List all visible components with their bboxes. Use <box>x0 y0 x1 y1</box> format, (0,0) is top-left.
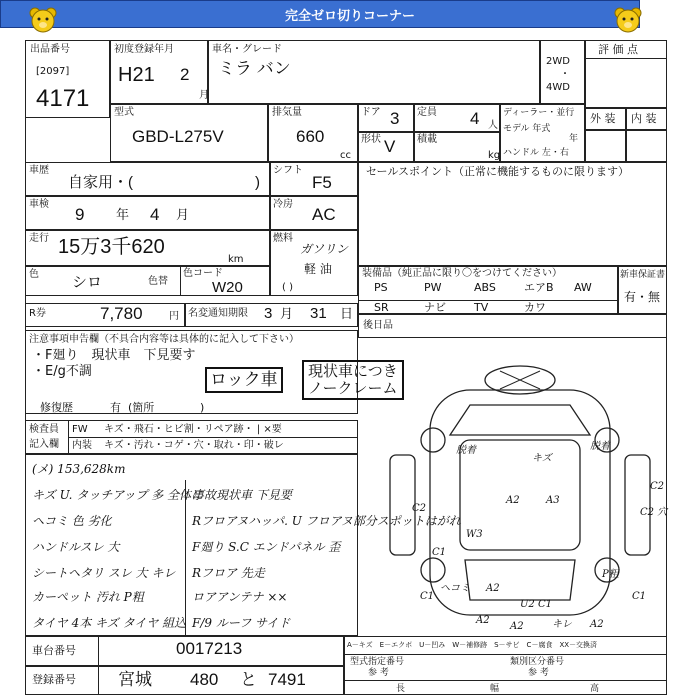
name-change-label: 名変通知期限 <box>188 308 248 319</box>
insp-month-unit: 月 <box>176 208 190 223</box>
repair-close: ) <box>200 401 205 414</box>
fuel-label: 燃料 <box>273 233 293 244</box>
lot-label: 出品番号 <box>30 44 70 55</box>
frame-label: 型式指定番号 <box>350 657 405 667</box>
handwritten-note: F/9 ルーフ サイド <box>192 616 291 630</box>
ac: AC <box>312 205 336 224</box>
handwritten-note: ロアアンテナ ×× <box>192 590 288 604</box>
capacity-label: 定員 <box>417 107 437 118</box>
repair-paren: (箇所 <box>128 401 155 414</box>
diagram-mark: C1 <box>420 591 435 602</box>
equipment-item: TV <box>474 301 489 314</box>
drive-2wd: 2WD <box>546 56 570 67</box>
plate-sub1: 長 <box>396 684 406 694</box>
diagram-mark: A2 <box>506 495 520 506</box>
claim-stamp-line1: 現状車につき <box>308 362 398 380</box>
model-label: 型式 <box>114 107 134 118</box>
interior-label: 内 装 <box>631 112 657 125</box>
inspection-label: 車検 <box>29 199 49 210</box>
later-label: 後日品 <box>363 320 393 331</box>
use-label: 車歴 <box>29 165 49 176</box>
color-change-label: 色替 <box>148 276 168 287</box>
handwritten-note: カーペット 汚れ P粗 <box>32 590 144 604</box>
model-year-label: モデル 年式 <box>503 124 551 134</box>
cc-label: 排気量 <box>272 107 302 118</box>
mileage: 15万3千620 <box>58 236 165 258</box>
shift: F5 <box>312 173 332 192</box>
handwritten-note: ハンドルスレ 大 <box>32 540 120 554</box>
handwritten-note: Rフロアヌハッパ. U フロアヌ部分スポットはがれ <box>192 514 461 528</box>
inspector-label1: 検査員 <box>29 424 59 435</box>
fuel-gas: ガソリン <box>300 242 349 256</box>
notes-line2: ・E/g不調 <box>32 364 92 379</box>
lot-number: 4171 <box>36 85 90 112</box>
frame-sub: 参 考 <box>368 668 389 678</box>
deadline-month: 3 <box>264 305 273 322</box>
equipment-item: カワ <box>524 301 546 314</box>
equipment-item: ABS <box>474 281 496 294</box>
shift-label: シフト <box>273 165 303 176</box>
handwritten-note: キズ U. タッチアップ 多 全体に <box>32 488 204 502</box>
handwritten-note: タイヤ 4本 キズ タイヤ 組込 <box>32 616 187 630</box>
handwritten-note: Rフロア 先走 <box>192 566 265 580</box>
cc-unit: cc <box>340 150 351 161</box>
sales-point-label: セールスポイント（正常に機能するものに限ります） <box>366 165 630 178</box>
diagram-mark: C1 <box>632 591 647 602</box>
diagram-mark: A2 <box>590 619 604 630</box>
notes-line1: ・F廻り 現状車 下見要す <box>32 348 196 363</box>
dealer-label: ディーラー・並行 <box>503 108 575 118</box>
handwritten-note: F廻り S.C エンドパネル 歪 <box>192 540 341 554</box>
class-sub: 参 考 <box>528 668 549 678</box>
handwritten-note: (メ) 153,628km <box>32 462 126 476</box>
warranty-value: 有・無 <box>624 290 661 304</box>
repair-label: 修復歴 <box>40 401 73 414</box>
diagram-mark: W3 <box>466 529 483 540</box>
interior-insp-label: 内装 <box>72 440 92 451</box>
diagram-mark: P粗 <box>602 569 619 580</box>
handwritten-note: シートヘタリ スレ 大 キレ <box>32 566 176 580</box>
name-label: 車名・グレード <box>212 44 282 55</box>
ac-label: 冷房 <box>273 199 293 210</box>
banner-title: 完全ゼロ切りコーナー <box>284 9 415 24</box>
year-unit: 年 <box>569 134 579 144</box>
equipment-item: エアB <box>524 281 554 294</box>
diagram-mark: U2 C1 <box>520 599 552 610</box>
doors: 3 <box>390 109 400 128</box>
mileage-unit: km <box>228 254 244 265</box>
equipment-item: PW <box>424 281 442 294</box>
month: 2 <box>180 65 190 84</box>
capacity-unit: 人 <box>488 120 498 131</box>
fuel-paren: ( ) <box>282 282 293 293</box>
plate-region: 宮城 <box>118 670 152 689</box>
bear-icon <box>613 6 643 34</box>
insp-year-unit: 年 <box>116 208 130 223</box>
diagram-mark: 脱着 <box>456 445 476 456</box>
diagram-mark: A2 <box>510 621 524 632</box>
load-label: 積載 <box>417 134 437 145</box>
plate-kana: と <box>240 670 257 689</box>
chassis-number: 0017213 <box>176 639 243 658</box>
chassis-label: 車台番号 <box>32 644 76 657</box>
color: シロ <box>72 274 103 291</box>
color-code: W20 <box>212 279 243 296</box>
diagram-mark: A2 <box>486 583 500 594</box>
first-reg-label: 初度登録年月 <box>114 44 174 55</box>
plate-label: 登録番号 <box>32 673 76 686</box>
diagram-mark: キレ <box>552 619 572 630</box>
mileage-label: 走行 <box>29 233 49 244</box>
equipment-label: 装備品（純正品に限り〇をつけてください） <box>362 268 562 279</box>
insp-month: 4 <box>150 205 160 224</box>
cc: 660 <box>296 127 325 146</box>
model: GBD-L275V <box>132 127 224 146</box>
diagram-mark: C2 穴 <box>640 507 668 518</box>
notes-label: 注意事項申告欄（不具合内容等は具体的に記入して下さい） <box>29 334 299 345</box>
deadline-month-unit: 月 <box>280 307 294 322</box>
warranty-label: 新車保証書 <box>620 270 666 280</box>
plate-number: 7491 <box>268 670 306 689</box>
diagram-mark: 脱着 <box>590 441 610 452</box>
use-value: 自家用・( <box>68 174 133 191</box>
rating-label: 評 価 点 <box>598 43 638 56</box>
equipment-item: PS <box>374 281 388 294</box>
equipment-item: ナビ <box>424 301 446 314</box>
lot-sub: [2097] <box>36 66 70 77</box>
handwritten-note: ヘコミ 色 劣化 <box>32 514 112 528</box>
banner <box>0 0 640 28</box>
repair-value: 有 <box>110 401 121 414</box>
fw-text: キズ・飛石・ヒビ割・リペア跡・ | ×要 <box>104 424 282 435</box>
month-unit: 月 <box>199 90 209 101</box>
diagram-mark: ヘコミ <box>440 583 470 594</box>
diagram-mark: C2 <box>412 503 427 514</box>
plate-sub2: 幅 <box>490 684 500 694</box>
insp-year: 9 <box>75 205 85 224</box>
diagram-mark: C2 <box>650 481 665 492</box>
recycle: 7,780 <box>100 304 143 323</box>
legend-line: A－キズ E－エクボ U－凹み W－補修跡 S－サビ C－腐食 XX－交換済 <box>347 641 598 649</box>
car-damage-diagram <box>375 345 668 635</box>
shape-label: 形状 <box>361 134 381 145</box>
bear-icon <box>28 6 58 34</box>
car-name: ミラ バン <box>218 59 291 78</box>
equipment-item: AW <box>574 281 592 294</box>
era-year: H21 <box>118 64 155 86</box>
exterior-label: 外 装 <box>590 112 616 125</box>
color-label: 色 <box>29 269 39 280</box>
shape: V <box>384 137 396 156</box>
use-close: ) <box>255 174 260 191</box>
load-unit: kg <box>488 150 501 161</box>
handwritten-note: 事故現状車 下見要 <box>192 488 292 502</box>
fuel-diesel: 軽 油 <box>304 262 332 276</box>
handle-label: ハンドル 左・右 <box>503 148 569 158</box>
equipment-item: SR <box>374 301 389 314</box>
drive-4wd: 4WD <box>546 82 570 93</box>
doors-label: ドア <box>361 107 381 118</box>
plate-class: 480 <box>190 670 219 689</box>
inspector-label2: 記入欄 <box>29 439 59 450</box>
deadline-day: 31 <box>310 305 327 322</box>
drive-dot: ・ <box>560 69 570 80</box>
plate-sub3: 高 <box>590 684 600 694</box>
color-code-label: 色コード <box>183 268 223 279</box>
deadline-day-unit: 日 <box>340 307 354 322</box>
diagram-mark: C1 <box>432 547 447 558</box>
recycle-label: R券 <box>29 308 46 319</box>
diagram-mark: A3 <box>546 495 560 506</box>
diagram-mark: キズ <box>532 453 552 464</box>
class-label: 類別区分番号 <box>510 657 565 667</box>
claim-stamp-line2: ノークレーム <box>308 379 398 397</box>
diagram-mark: A2 <box>476 615 490 626</box>
capacity: 4 <box>470 109 480 128</box>
lock-stamp: ロック車 <box>205 367 283 393</box>
interior-insp-text: キズ・汚れ・コゲ・穴・取れ・印・破レ <box>104 440 284 451</box>
recycle-unit: 円 <box>169 311 179 322</box>
fw-label: FW <box>72 424 88 435</box>
